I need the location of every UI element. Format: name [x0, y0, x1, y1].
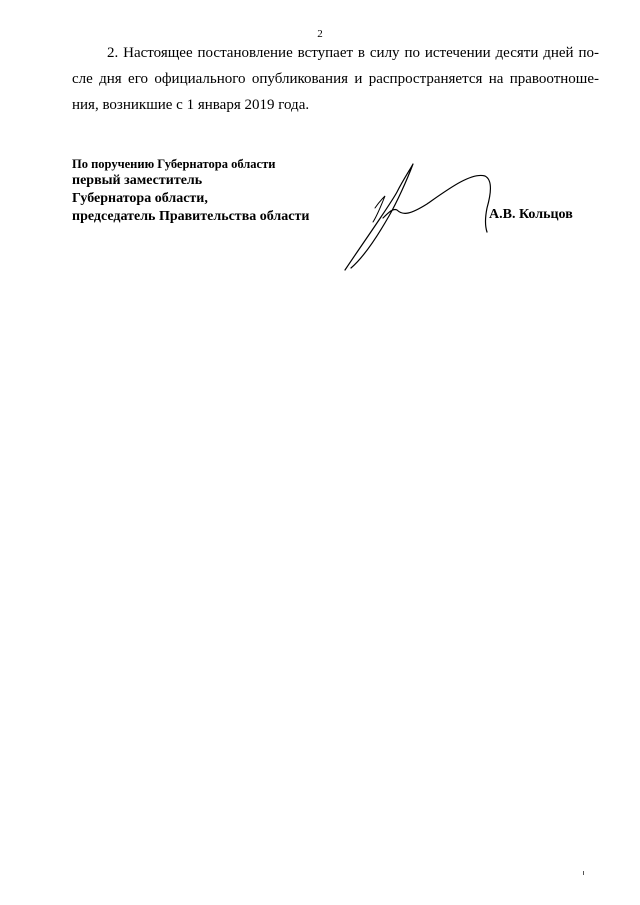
on-behalf-line: По поручению Губернатора области [72, 157, 276, 171]
paragraph-line: ния, возникшие с 1 января 2019 года. [72, 97, 310, 113]
signature-block [72, 156, 309, 226]
corner-mark [583, 871, 584, 875]
handwritten-signature [335, 160, 505, 275]
position-line: первый заместитель [72, 173, 203, 188]
paragraph-line: 2. Настоящее постановление вступает в силу по истечении десяти дней по- [107, 45, 599, 61]
body-paragraph [72, 40, 599, 118]
paragraph-line: сле дня его официального опубликования и распространяется на правоотноше- [72, 71, 599, 87]
page-number: 2 [317, 28, 323, 40]
position-line: председатель Правительства области [72, 209, 310, 224]
signer-name: А.В. Кольцов [489, 207, 573, 222]
position-line: Губернатора области, [72, 191, 208, 206]
